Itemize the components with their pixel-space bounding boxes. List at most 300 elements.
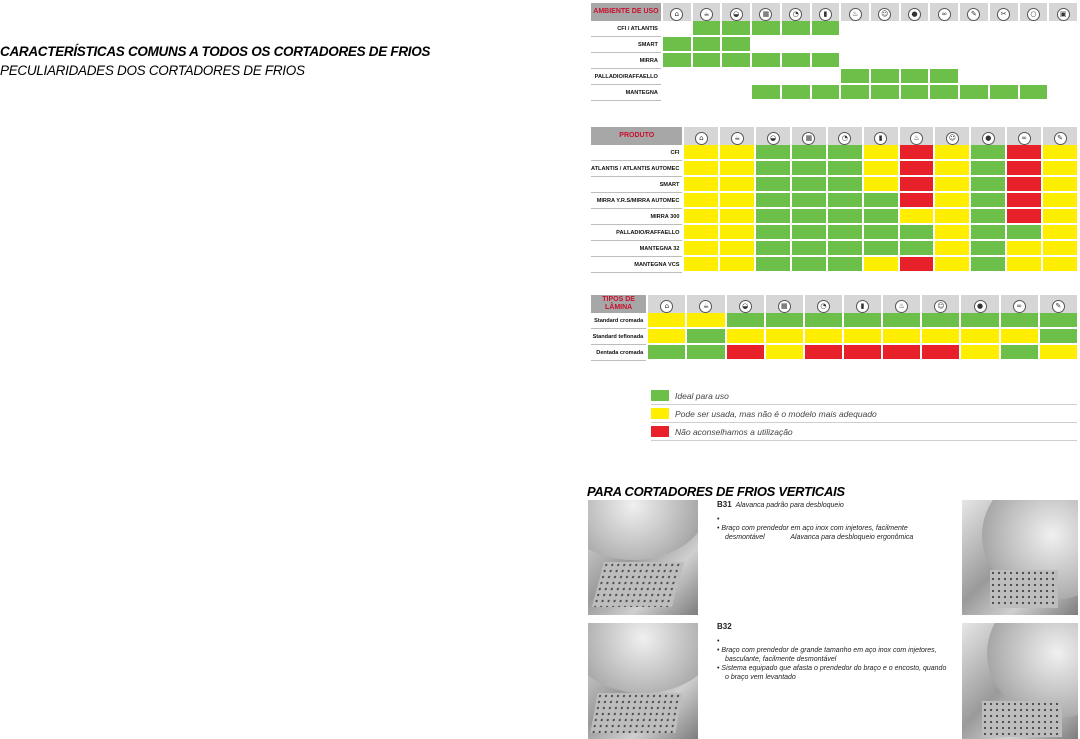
legend-item-yellow (651, 405, 1077, 423)
cell-acceptable (1007, 241, 1041, 257)
icon-cell (841, 3, 869, 21)
kitchen-icon: ☕ (700, 8, 713, 21)
cell-ideal (864, 209, 898, 225)
cell-acceptable (720, 241, 754, 257)
cell-empty (1049, 85, 1077, 101)
icon-cell (1040, 295, 1077, 313)
mortadella-icon: ◒ (767, 132, 780, 145)
cell-ideal (792, 225, 826, 241)
spec-b31-title (717, 500, 913, 510)
cell-acceptable (935, 177, 969, 193)
cell-ideal (922, 313, 959, 329)
cell-acceptable (1001, 329, 1038, 345)
spec-b31-lever: Alavanca padrão para desbloqueio (735, 502, 844, 509)
cell-ideal (752, 53, 780, 69)
cell-ideal (812, 21, 840, 37)
cell-acceptable (1043, 209, 1077, 225)
spec-b32-line4: o braço vem levantado (725, 674, 796, 681)
icon-cell (901, 3, 929, 21)
cell-ideal (792, 145, 826, 161)
cell-acceptable (864, 161, 898, 177)
cell-acceptable (687, 313, 724, 329)
cell-acceptable (805, 329, 842, 345)
row-label: MIRRA 300 (591, 209, 682, 225)
cell-acceptable (935, 161, 969, 177)
cell-empty (871, 53, 899, 69)
bread-icon: ∞ (1018, 132, 1031, 145)
table-row (591, 329, 1077, 345)
icon-cell (960, 3, 988, 21)
cell-not-recommended (1007, 177, 1041, 193)
icon-cell (1049, 3, 1077, 21)
cell-ideal (971, 161, 1005, 177)
cell-ideal (722, 37, 750, 53)
cell-acceptable (684, 209, 718, 225)
cell-acceptable (864, 177, 898, 193)
table-row (591, 69, 1077, 85)
house-icon: ⌂ (670, 8, 683, 21)
cell-ideal (1040, 329, 1077, 345)
icon-cell (720, 127, 754, 145)
table-header-row (591, 3, 1077, 21)
table-row (591, 37, 1077, 53)
icon-cell (663, 3, 691, 21)
bacon-icon: ▮ (856, 300, 869, 313)
cell-ideal (812, 53, 840, 69)
cell-empty (1049, 21, 1077, 37)
table-header-label: AMBIENTE DE USO (591, 3, 661, 21)
cell-empty (871, 21, 899, 37)
cell-empty (722, 69, 750, 85)
icon-cell (990, 3, 1018, 21)
cell-acceptable (935, 241, 969, 257)
legend-text-green: Ideal para uso (675, 390, 729, 401)
cell-ideal (971, 241, 1005, 257)
cell-ideal (828, 241, 862, 257)
spec-b31-line2b: Alavanca para desbloqueio ergonômica (790, 534, 914, 541)
cell-acceptable (844, 329, 881, 345)
cell-not-recommended (900, 161, 934, 177)
cell-ideal (1040, 313, 1077, 329)
icon-cell (844, 295, 881, 313)
spec-b31-code: B31 (717, 500, 732, 509)
ham-icon: ⌂ (660, 300, 673, 313)
icon-cell (792, 127, 826, 145)
bacon-icon: ▮ (874, 132, 887, 145)
cell-empty (871, 37, 899, 53)
table-row (591, 53, 1077, 69)
table-lamina (589, 295, 1079, 361)
cell-ideal (971, 209, 1005, 225)
icon-cell (812, 3, 840, 21)
cell-acceptable (766, 329, 803, 345)
cell-acceptable (1043, 193, 1077, 209)
icon-cell (687, 295, 724, 313)
legend-item-red (651, 423, 1077, 441)
icon-cell (961, 295, 998, 313)
legend-swatch-red (651, 426, 669, 437)
row-label: MANTEGNA VCS (591, 257, 682, 273)
bottle-icon: ▮ (819, 8, 832, 21)
table-header-row (591, 127, 1077, 145)
table-ambiente (589, 3, 1079, 101)
row-label: ATLANTIS / ATLANTIS AUTOMEC (591, 161, 682, 177)
cell-acceptable (1043, 257, 1077, 273)
cell-empty (841, 53, 869, 69)
cell-acceptable (961, 329, 998, 345)
cell-empty (663, 21, 691, 37)
row-label: PALLADIO/RAFFAELLO (591, 69, 661, 85)
cell-ideal (883, 313, 920, 329)
table-row (591, 257, 1077, 273)
cell-not-recommended (1007, 161, 1041, 177)
cell-acceptable (684, 193, 718, 209)
knife-icon: ✂ (997, 8, 1010, 21)
icon-cell (805, 295, 842, 313)
table-row (591, 209, 1077, 225)
cell-ideal (900, 225, 934, 241)
cell-ideal (782, 21, 810, 37)
heading-sub: PECULIARIDADES DOS CORTADORES DE FRIOS (0, 63, 305, 78)
row-label: MIRRA Y.R.S/MIRRA AUTOMEC (591, 193, 682, 209)
table-row (591, 145, 1077, 161)
cell-ideal (756, 209, 790, 225)
cell-acceptable (766, 345, 803, 361)
cell-acceptable (1043, 225, 1077, 241)
cell-empty (960, 53, 988, 69)
cell-empty (1049, 53, 1077, 69)
cell-ideal (727, 313, 764, 329)
legend-swatch-yellow (651, 408, 669, 419)
spec-b32-line3: • Sistema equipado que afasta o prendedor do braço e o encosto, quando (717, 665, 947, 672)
cell-empty (990, 37, 1018, 53)
mortadella-icon: ◒ (739, 300, 752, 313)
cell-empty (812, 37, 840, 53)
cell-ideal (828, 177, 862, 193)
cell-not-recommended (1007, 193, 1041, 209)
cell-ideal (971, 193, 1005, 209)
cell-ideal (756, 193, 790, 209)
cell-acceptable (720, 193, 754, 209)
cell-ideal (841, 69, 869, 85)
cell-acceptable (1043, 145, 1077, 161)
legend-swatch-green (651, 390, 669, 401)
cell-ideal (756, 257, 790, 273)
cell-acceptable (720, 177, 754, 193)
cell-ideal (828, 145, 862, 161)
cell-not-recommended (900, 177, 934, 193)
cell-ideal (971, 145, 1005, 161)
cell-acceptable (720, 257, 754, 273)
spec-b31-line2a: desmontável (725, 534, 765, 541)
cell-ideal (792, 257, 826, 273)
photo-b31-right (962, 500, 1078, 615)
legend-item-green (651, 387, 1077, 405)
table-row (591, 161, 1077, 177)
cell-empty (663, 69, 691, 85)
cell-ideal (930, 69, 958, 85)
cell-acceptable (720, 209, 754, 225)
cell-ideal (828, 257, 862, 273)
cell-ideal (792, 177, 826, 193)
spec-b32-code: B32 (717, 622, 732, 631)
icon-cell (828, 127, 862, 145)
vegetable-icon: ● (974, 300, 987, 313)
cell-ideal (663, 53, 691, 69)
bar-icon: ♨ (849, 8, 862, 21)
cell-ideal (990, 85, 1018, 101)
row-label: Standard cromada (591, 313, 646, 329)
icon-cell (684, 127, 718, 145)
cell-ideal (871, 85, 899, 101)
cheese-icon: ◔ (817, 300, 830, 313)
cell-acceptable (961, 345, 998, 361)
cell-ideal (1007, 225, 1041, 241)
spec-b31-line2 (717, 533, 913, 542)
row-label: SMART (591, 37, 661, 53)
cell-not-recommended (805, 345, 842, 361)
cell-ideal (752, 85, 780, 101)
cell-empty (930, 37, 958, 53)
spec-b31 (717, 500, 913, 542)
cell-ideal (828, 225, 862, 241)
spec-b31-bullet-empty: • (717, 516, 720, 523)
cell-empty (960, 21, 988, 37)
icon-cell (1001, 295, 1038, 313)
cell-acceptable (720, 145, 754, 161)
cell-ideal (901, 69, 929, 85)
sausage-icon: ∞ (938, 8, 951, 21)
photo-b32-left (588, 623, 698, 739)
shop-icon: ▦ (759, 8, 772, 21)
icon-cell (766, 295, 803, 313)
icon-cell (864, 127, 898, 145)
row-label: SMART (591, 177, 682, 193)
cell-ideal (844, 313, 881, 329)
cell-empty (782, 37, 810, 53)
vertical-title: PARA CORTADORES DE FRIOS VERTICAIS (587, 484, 845, 499)
cell-empty (841, 21, 869, 37)
icon-cell (1020, 3, 1048, 21)
cell-acceptable (720, 225, 754, 241)
cell-not-recommended (1007, 209, 1041, 225)
icon-cell (1043, 127, 1077, 145)
table-header-label: TIPOS DE LÂMINA (591, 295, 646, 313)
cell-empty (901, 37, 929, 53)
cell-acceptable (684, 225, 718, 241)
cell-empty (990, 69, 1018, 85)
cell-acceptable (935, 257, 969, 273)
cell-empty (1020, 21, 1048, 37)
cell-acceptable (1040, 345, 1077, 361)
row-label: Standard teflonada (591, 329, 646, 345)
cell-acceptable (684, 241, 718, 257)
legend-text-yellow: Pode ser usada, mas não é o modelo mais adequado (675, 408, 877, 419)
cell-acceptable (684, 177, 718, 193)
spec-b32-bullet-empty: • (717, 638, 720, 645)
icon-cell (971, 127, 1005, 145)
leaf-icon: ✎ (967, 8, 980, 21)
cell-empty (930, 53, 958, 69)
ham-icon: ⌂ (695, 132, 708, 145)
cell-ideal (971, 225, 1005, 241)
icon-cell (883, 295, 920, 313)
cell-acceptable (1043, 161, 1077, 177)
cell-ideal (687, 345, 724, 361)
cell-ideal (722, 21, 750, 37)
cell-acceptable (648, 313, 685, 329)
cell-acceptable (900, 209, 934, 225)
cell-not-recommended (900, 257, 934, 273)
legend-text-red: Não aconselhamos a utilização (675, 426, 793, 437)
cell-ideal (687, 329, 724, 345)
cell-ideal (792, 193, 826, 209)
cell-ideal (693, 53, 721, 69)
cell-acceptable (864, 257, 898, 273)
cell-ideal (1001, 345, 1038, 361)
bresaola-icon: ▦ (802, 132, 815, 145)
cell-acceptable (648, 329, 685, 345)
cell-acceptable (935, 225, 969, 241)
cell-ideal (828, 161, 862, 177)
cell-empty (990, 53, 1018, 69)
row-label: Dentada cromada (591, 345, 646, 361)
cell-empty (1020, 53, 1048, 69)
cell-ideal (1020, 85, 1048, 101)
salami-icon: ☕ (699, 300, 712, 313)
spec-b32-title (717, 622, 946, 632)
table-row (591, 177, 1077, 193)
cell-ideal (693, 21, 721, 37)
cell-acceptable (684, 145, 718, 161)
cell-ideal (756, 145, 790, 161)
cell-not-recommended (922, 345, 959, 361)
cell-not-recommended (727, 345, 764, 361)
cell-empty (782, 69, 810, 85)
cell-ideal (961, 313, 998, 329)
spec-b32-line2: basculante, facilmente desmontável (725, 656, 837, 663)
icon-cell (900, 127, 934, 145)
cell-ideal (782, 53, 810, 69)
cell-ideal (756, 177, 790, 193)
fish-icon: ☺ (934, 300, 947, 313)
cell-acceptable (935, 145, 969, 161)
cell-empty (960, 69, 988, 85)
cell-acceptable (684, 161, 718, 177)
cell-ideal (722, 53, 750, 69)
row-label: MANTEGNA 32 (591, 241, 682, 257)
cell-empty (1020, 69, 1048, 85)
table-header-label: PRODUTO (591, 127, 682, 145)
heading-main: CARACTERÍSTICAS COMUNS A TODOS OS CORTADORES DE FRIOS (0, 44, 431, 59)
cell-not-recommended (883, 345, 920, 361)
table-row (591, 85, 1077, 101)
roast-icon: ♨ (895, 300, 908, 313)
icon-cell (648, 295, 685, 313)
cell-not-recommended (1007, 145, 1041, 161)
cell-ideal (782, 85, 810, 101)
cell-ideal (864, 225, 898, 241)
cell-not-recommended (900, 145, 934, 161)
cell-ideal (752, 21, 780, 37)
cheese-icon: ○ (1027, 8, 1040, 21)
chef-icon: ☺ (878, 8, 891, 21)
icon-cell (935, 127, 969, 145)
cell-ideal (960, 85, 988, 101)
dome-icon: ◒ (730, 8, 743, 21)
cell-ideal (756, 241, 790, 257)
cell-empty (693, 69, 721, 85)
bresaola-icon: ▦ (778, 300, 791, 313)
spec-b31-line1: • Braço com prendedor em aço inox com injetores, facilmente (717, 525, 908, 532)
table-row (591, 193, 1077, 209)
bread-icon: ∞ (1013, 300, 1026, 313)
cell-ideal (766, 313, 803, 329)
icon-cell (930, 3, 958, 21)
cell-empty (812, 69, 840, 85)
icon-cell (1007, 127, 1041, 145)
icon-cell (756, 127, 790, 145)
vegetable-icon: ● (982, 132, 995, 145)
cell-ideal (663, 37, 691, 53)
cell-empty (752, 69, 780, 85)
cell-acceptable (1043, 241, 1077, 257)
cell-ideal (900, 241, 934, 257)
icon-cell (752, 3, 780, 21)
table-row (591, 241, 1077, 257)
icon-cell (871, 3, 899, 21)
cheese-icon: ◔ (838, 132, 851, 145)
cell-ideal (871, 69, 899, 85)
meat-icon: ● (908, 8, 921, 21)
icon-cell (922, 295, 959, 313)
row-label: PALLADIO/RAFFAELLO (591, 225, 682, 241)
cell-ideal (841, 85, 869, 101)
cell-acceptable (1043, 177, 1077, 193)
fish-icon: ☺ (946, 132, 959, 145)
cell-ideal (812, 85, 840, 101)
truck-icon: ▣ (1057, 8, 1070, 21)
cell-ideal (864, 241, 898, 257)
cell-empty (752, 37, 780, 53)
roast-icon: ♨ (910, 132, 923, 145)
cell-acceptable (883, 329, 920, 345)
clock-icon: ◔ (789, 8, 802, 21)
cell-empty (990, 21, 1018, 37)
table-produto (589, 127, 1079, 273)
cell-ideal (756, 161, 790, 177)
cell-acceptable (720, 161, 754, 177)
cell-empty (901, 21, 929, 37)
cell-acceptable (727, 329, 764, 345)
cell-ideal (792, 161, 826, 177)
salami-icon: ☕ (731, 132, 744, 145)
cell-acceptable (864, 145, 898, 161)
cell-ideal (864, 193, 898, 209)
cell-ideal (930, 85, 958, 101)
table-row (591, 21, 1077, 37)
spec-b32 (717, 622, 946, 682)
row-label: CFI / ATLANTIS (591, 21, 661, 37)
cell-ideal (1001, 313, 1038, 329)
cell-acceptable (922, 329, 959, 345)
cell-not-recommended (844, 345, 881, 361)
photo-b32-right (962, 623, 1078, 739)
cell-empty (663, 85, 691, 101)
cell-ideal (828, 193, 862, 209)
fruit-icon: ✎ (1054, 132, 1067, 145)
cell-acceptable (684, 257, 718, 273)
